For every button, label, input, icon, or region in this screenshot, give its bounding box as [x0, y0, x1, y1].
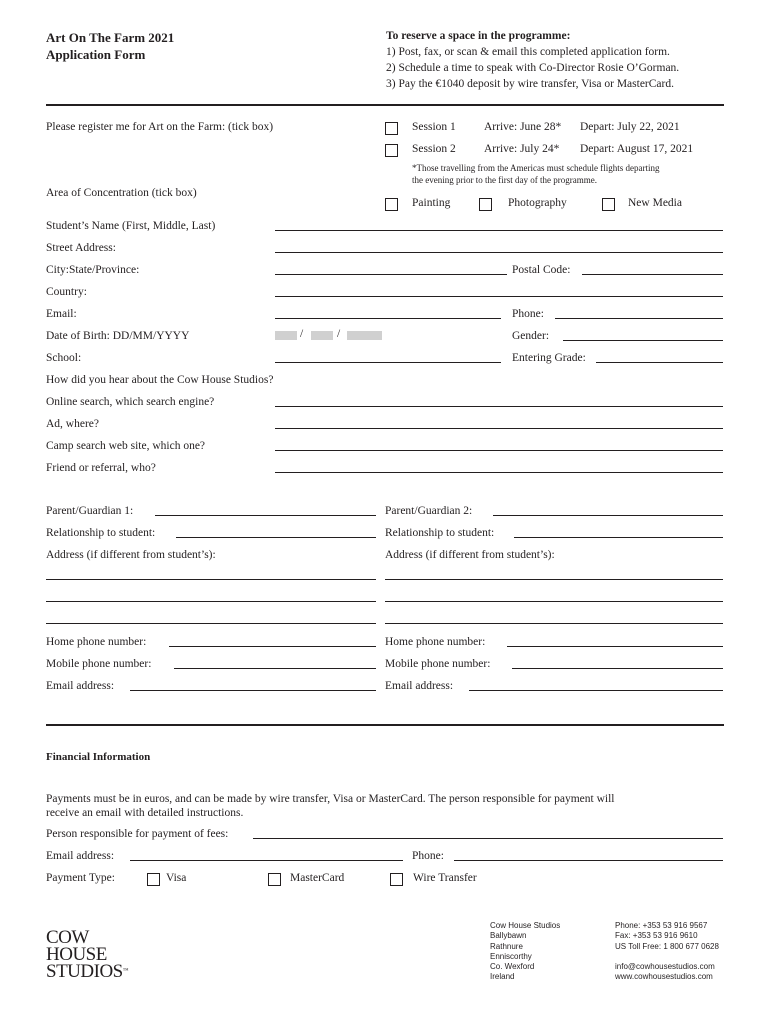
- visa-label: Visa: [166, 872, 187, 884]
- phone-field[interactable]: [555, 318, 723, 319]
- address-line: Co. Wexford: [490, 962, 535, 972]
- mastercard-label: MasterCard: [290, 872, 345, 884]
- session-1-label: Session 1: [412, 121, 456, 133]
- referral-field[interactable]: [275, 472, 723, 473]
- guardian-2-email-label: Email address:: [385, 680, 454, 692]
- address-line: Ballybawn: [490, 931, 527, 941]
- guardian-2-relationship-field[interactable]: [514, 537, 723, 538]
- reserve-heading: To reserve a space in the programme:: [386, 30, 571, 42]
- photography-checkbox[interactable]: [479, 198, 492, 211]
- guardian-2-field[interactable]: [493, 515, 723, 516]
- wire-transfer-label: Wire Transfer: [413, 872, 477, 884]
- country-label: Country:: [46, 286, 87, 298]
- contact-fax: Fax: +353 53 916 9610: [615, 931, 698, 941]
- section-divider: [46, 724, 724, 726]
- contact-website-link[interactable]: www.cowhousestudios.com: [615, 972, 713, 982]
- session-2-label: Session 2: [412, 143, 456, 155]
- phone-label: Phone:: [512, 308, 544, 320]
- logo-trademark: ™: [122, 968, 129, 974]
- dob-separator: /: [337, 328, 341, 340]
- logo-line: STUDIOS: [46, 961, 123, 982]
- travel-note-2: the evening prior to the first day of the programme.: [412, 175, 597, 185]
- country-field[interactable]: [275, 296, 723, 297]
- form-subtitle: Application Form: [46, 47, 146, 62]
- guardian-1-mobile-field[interactable]: [174, 668, 376, 669]
- concentration-label: Area of Concentration (tick box): [46, 187, 197, 199]
- guardian-2-address-line[interactable]: [385, 579, 723, 580]
- guardian-1-home-phone-label: Home phone number:: [46, 636, 147, 648]
- contact-spacer: [615, 952, 719, 962]
- guardian-1-email-field[interactable]: [130, 690, 376, 691]
- guardian-1-address-line[interactable]: [46, 579, 376, 580]
- address-line: Rathnure: [490, 941, 523, 951]
- dob-separator: /: [300, 328, 304, 340]
- email-field[interactable]: [275, 318, 501, 319]
- logo-line: HOUSE: [46, 944, 107, 965]
- street-field[interactable]: [275, 252, 723, 253]
- grade-label: Entering Grade:: [512, 352, 586, 364]
- payer-field[interactable]: [253, 838, 723, 839]
- guardian-2-address-line[interactable]: [385, 601, 723, 602]
- cow-house-studios-logo: [46, 929, 128, 980]
- dob-label: Date of Birth: DD/MM/YYYY: [46, 330, 190, 342]
- address-line: Enniscorthy: [490, 951, 532, 961]
- postal-label: Postal Code:: [512, 264, 571, 276]
- session-1-depart: Depart: July 22, 2021: [580, 121, 680, 133]
- payment-info-line-1: Payments must be in euros, and can be made by wire transfer, Visa or MasterCard. The person responsible for payment will: [46, 793, 615, 805]
- wire-transfer-checkbox[interactable]: [390, 873, 403, 886]
- guardian-2-mobile-label: Mobile phone number:: [385, 658, 491, 670]
- ad-field[interactable]: [275, 428, 723, 429]
- footer-contact: [615, 921, 719, 983]
- session-1-arrive: Arrive: June 28*: [484, 121, 562, 133]
- session-2-depart: Depart: August 17, 2021: [580, 143, 694, 155]
- dob-day-field[interactable]: [275, 331, 297, 340]
- dob-year-field[interactable]: [347, 331, 382, 340]
- guardian-2-label: Parent/Guardian 2:: [385, 505, 473, 517]
- payer-email-field[interactable]: [130, 860, 403, 861]
- school-label: School:: [46, 352, 82, 364]
- contact-email-link[interactable]: info@cowhousestudios.com: [615, 962, 715, 972]
- payment-type-label: Payment Type:: [46, 872, 115, 884]
- contact-phone: Phone: +353 53 916 9567: [615, 921, 708, 930]
- guardian-1-relationship-field[interactable]: [176, 537, 376, 538]
- painting-checkbox[interactable]: [385, 198, 398, 211]
- visa-checkbox[interactable]: [147, 873, 160, 886]
- reserve-step-2: 2) Schedule a time to speak with Co-Director Rosie O’Gorman.: [386, 62, 680, 74]
- address-line: Ireland: [490, 972, 515, 982]
- postal-field[interactable]: [582, 274, 723, 275]
- guardian-1-address-line[interactable]: [46, 623, 376, 624]
- session-2-arrive: Arrive: July 24*: [484, 143, 560, 155]
- painting-label: Painting: [412, 197, 451, 209]
- guardian-1-label: Parent/Guardian 1:: [46, 505, 134, 517]
- guardian-2-home-phone-field[interactable]: [507, 646, 723, 647]
- grade-field[interactable]: [596, 362, 723, 363]
- guardian-2-address-label: Address (if different from student’s):: [385, 549, 555, 561]
- logo-line: COW: [46, 927, 89, 948]
- guardian-2-home-phone-label: Home phone number:: [385, 636, 486, 648]
- school-field[interactable]: [275, 362, 501, 363]
- street-label: Street Address:: [46, 242, 116, 254]
- guardian-1-relationship-label: Relationship to student:: [46, 527, 156, 539]
- header-divider: [46, 104, 724, 106]
- guardian-1-address-line[interactable]: [46, 601, 376, 602]
- hear-question: How did you hear about the Cow House Studios?: [46, 374, 274, 386]
- photography-label: Photography: [508, 197, 567, 209]
- online-search-field[interactable]: [275, 406, 723, 407]
- guardian-1-field[interactable]: [155, 515, 376, 516]
- contact-toll-free: US Toll Free: 1 800 677 0628: [615, 941, 719, 951]
- session-1-checkbox[interactable]: [385, 122, 398, 135]
- financial-heading: Financial Information: [46, 751, 151, 763]
- guardian-2-email-field[interactable]: [469, 690, 723, 691]
- student-name-label: Student’s Name (First, Middle, Last): [46, 220, 216, 232]
- gender-field[interactable]: [563, 340, 723, 341]
- guardian-1-email-label: Email address:: [46, 680, 115, 692]
- guardian-1-mobile-label: Mobile phone number:: [46, 658, 152, 670]
- reserve-step-3: 3) Pay the €1040 deposit by wire transfer, Visa or MasterCard.: [386, 78, 674, 90]
- camp-site-field[interactable]: [275, 450, 723, 451]
- city-label: City:State/Province:: [46, 264, 140, 276]
- address-line: Cow House Studios: [490, 921, 561, 930]
- payer-phone-label: Phone:: [412, 850, 444, 862]
- new-media-label: New Media: [628, 197, 682, 209]
- student-name-field[interactable]: [275, 230, 723, 231]
- travel-note-1: *Those travelling from the Americas must schedule flights departing: [412, 163, 660, 173]
- dob-month-field[interactable]: [311, 331, 333, 340]
- footer-address: [490, 921, 560, 983]
- new-media-checkbox[interactable]: [602, 198, 615, 211]
- guardian-1-address-label: Address (if different from student’s):: [46, 549, 216, 561]
- gender-label: Gender:: [512, 330, 550, 342]
- ad-label: Ad, where?: [46, 418, 100, 430]
- online-search-label: Online search, which search engine?: [46, 396, 215, 408]
- camp-site-label: Camp search web site, which one?: [46, 440, 206, 452]
- email-label: Email:: [46, 308, 77, 320]
- session-2-checkbox[interactable]: [385, 144, 398, 157]
- payer-email-label: Email address:: [46, 850, 115, 862]
- city-field[interactable]: [275, 274, 507, 275]
- guardian-1-home-phone-field[interactable]: [169, 646, 376, 647]
- referral-label: Friend or referral, who?: [46, 462, 156, 474]
- mastercard-checkbox[interactable]: [268, 873, 281, 886]
- guardian-2-address-line[interactable]: [385, 623, 723, 624]
- reserve-step-1: 1) Post, fax, or scan & email this completed application form.: [386, 46, 670, 58]
- register-label: Please register me for Art on the Farm: (tick box): [46, 121, 274, 133]
- form-title: Art On The Farm 2021: [46, 30, 175, 45]
- payment-info-line-2: receive an email with detailed instructions.: [46, 807, 244, 819]
- guardian-2-relationship-label: Relationship to student:: [385, 527, 495, 539]
- payer-label: Person responsible for payment of fees:: [46, 828, 229, 840]
- guardian-2-mobile-field[interactable]: [512, 668, 723, 669]
- payer-phone-field[interactable]: [454, 860, 723, 861]
